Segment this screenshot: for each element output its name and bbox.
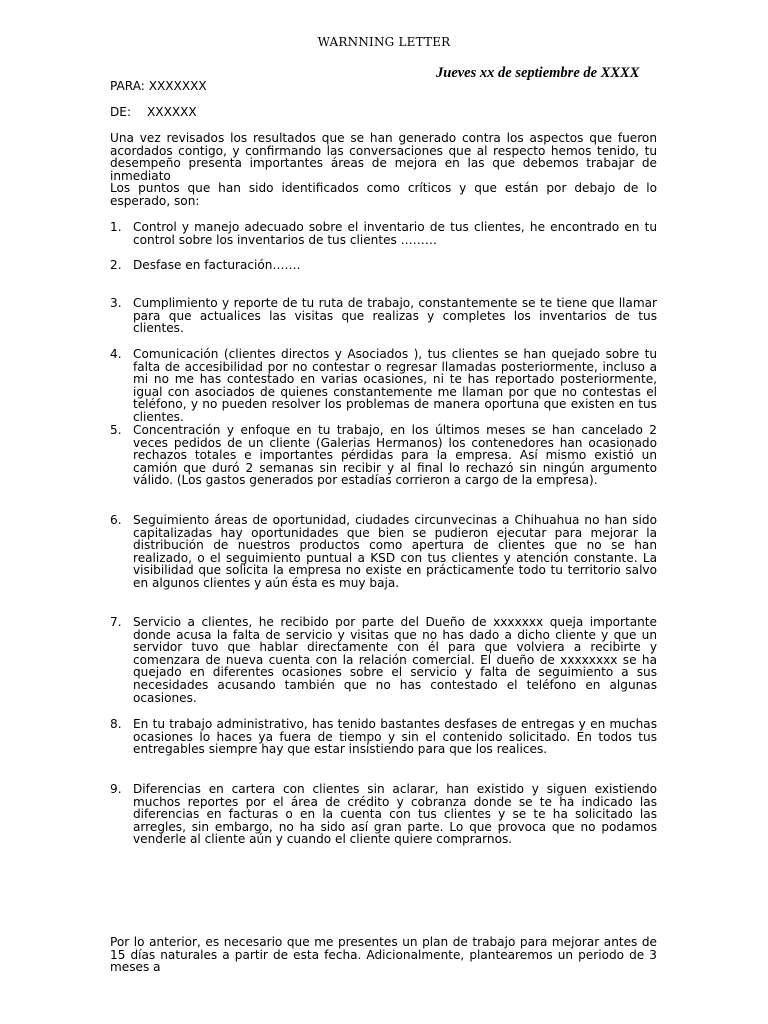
sender-line bbox=[110, 106, 197, 119]
letter-title: WARNNING LETTER bbox=[317, 35, 451, 49]
list-item-text: Servicio a clientes, he recibido por parte del Dueño de xxxxxxx queja importante donde acusa la falta de servicio y visitas que no has dado a dicho cliente y que un servidor tuvo que hablar directamente con él para que volviera a recibirte y comenzara de nueva cuenta con la relación comercial. El dueño de xxxxxxxx se ha quejado en diferentes ocasiones sobre el servicio y falta de seguimiento a sus necesidades acusando también que no has contestado el teléfono en algunas ocasiones. bbox=[133, 615, 657, 705]
recipient-label: PARA: bbox=[110, 79, 145, 93]
list-item-number: 2. bbox=[110, 258, 122, 272]
list-item-text: Seguimiento áreas de oportunidad, ciudades circunvecinas a Chihuahua no han sido capitalizadas hay oportunidades que bien se pudieron ejecutar para mejorar la distribución de nuestros productos como apertura de clientes que no se han realizado, o el seguimiento puntual a KSD con tus clientes y atención constante. La visibilidad que solicita la empresa no existe en prácticamente todo tu territorio salvo en algunos clientes y aún ésta es muy baja. bbox=[133, 513, 657, 590]
list-item-number: 9. bbox=[110, 782, 122, 796]
sender-value: XXXXXX bbox=[147, 105, 197, 119]
list-item-number: 6. bbox=[110, 513, 122, 527]
list-item bbox=[110, 718, 657, 756]
list-item-number: 5. bbox=[110, 423, 122, 437]
sender-label: DE: bbox=[110, 105, 132, 119]
list-item bbox=[110, 297, 657, 335]
closing-paragraph: Por lo anterior, es necesario que me presentes un plan de trabajo para mejorar antes de 15 días naturales a partir de esta fecha. Adicionalmente, plantearemos un periodo de 3 meses a bbox=[110, 935, 657, 975]
list-item-text: Comunicación (clientes directos y Asociados ), tus clientes se han quejado sobre tu falta de accesibilidad por no contestar o regresar llamadas posteriormente, incluso a mi no me has contestado en varias ocasiones, ni te has reportado posteriormente, igual con asociados de quienes constantemente me llaman por que no contestas el teléfono, y no pueden resolver los problemas de manera oportuna que existen en tus clientes. bbox=[133, 347, 657, 424]
list-item bbox=[110, 616, 657, 704]
list-item bbox=[110, 783, 657, 846]
list-item-number: 3. bbox=[110, 296, 122, 310]
list-item-number: 8. bbox=[110, 717, 122, 731]
list-item bbox=[110, 514, 657, 590]
list-item bbox=[110, 424, 657, 487]
recipient-value: XXXXXXX bbox=[148, 79, 207, 93]
list-item bbox=[110, 259, 657, 272]
recipient-line bbox=[110, 80, 207, 93]
list-item-number: 4. bbox=[110, 347, 122, 361]
points-intro-paragraph: Los puntos que han sido identificados como críticos y que están por debajo de lo esperado, son: bbox=[110, 181, 657, 208]
list-item-text: En tu trabajo administrativo, has tenido bastantes desfases de entregas y en muchas ocasiones lo haces ya fuera de tiempo y sin el contenido solicitado. En todos tus entregables siempre hay que estar insistiendo para que los realices. bbox=[133, 717, 657, 757]
letter-date: Jueves xx de septiembre de XXXX bbox=[436, 65, 640, 81]
list-item-text: Control y manejo adecuado sobre el inventario de tus clientes, he encontrado en tu control sobre los inventarios de tus clientes ……… bbox=[133, 220, 657, 247]
list-item-text: Desfase en facturación……. bbox=[133, 258, 301, 272]
list-item-text: Diferencias en cartera con clientes sin aclarar, han existido y siguen existiendo muchos reportes por el área de crédito y cobranza donde se te ha indicado las diferencias en facturas o en la cuenta con tus clientes y se te ha solicitado las arregles, sin embargo, no ha sido así gran parte. Lo que provoca que no podamos venderle al cliente aún y cuando el cliente quiere comprarnos. bbox=[133, 782, 657, 847]
list-item-text: Concentración y enfoque en tu trabajo, en los últimos meses se han cancelado 2 veces pedidos de un cliente (Galerias Hermanos) los contenedores han ocasionado rechazos totales e importantes pérdidas para la empresa. Así mismo existió un camión que duró 2 semanas sin recibir y al final lo rechazó sin ningún argumento válido. (Los gastos generados por estadías corrieron a cargo de la empresa). bbox=[133, 423, 657, 488]
list-item bbox=[110, 221, 657, 246]
list-item-number: 7. bbox=[110, 615, 122, 629]
list-item-text: Cumplimiento y reporte de tu ruta de trabajo, constantemente se te tiene que llamar para que actualices las visitas que realizas y completes los inventarios de tus clientes. bbox=[133, 296, 657, 336]
list-item-number: 1. bbox=[110, 220, 122, 234]
list-item bbox=[110, 348, 657, 424]
intro-paragraph: Una vez revisados los resultados que se han generado contra los aspectos que fueron acordados contigo, y confirmando las conversaciones que al respecto hemos tenido, tu desempeño presenta importantes áreas de mejora en las que debemos trabajar de inmediato bbox=[110, 131, 657, 183]
